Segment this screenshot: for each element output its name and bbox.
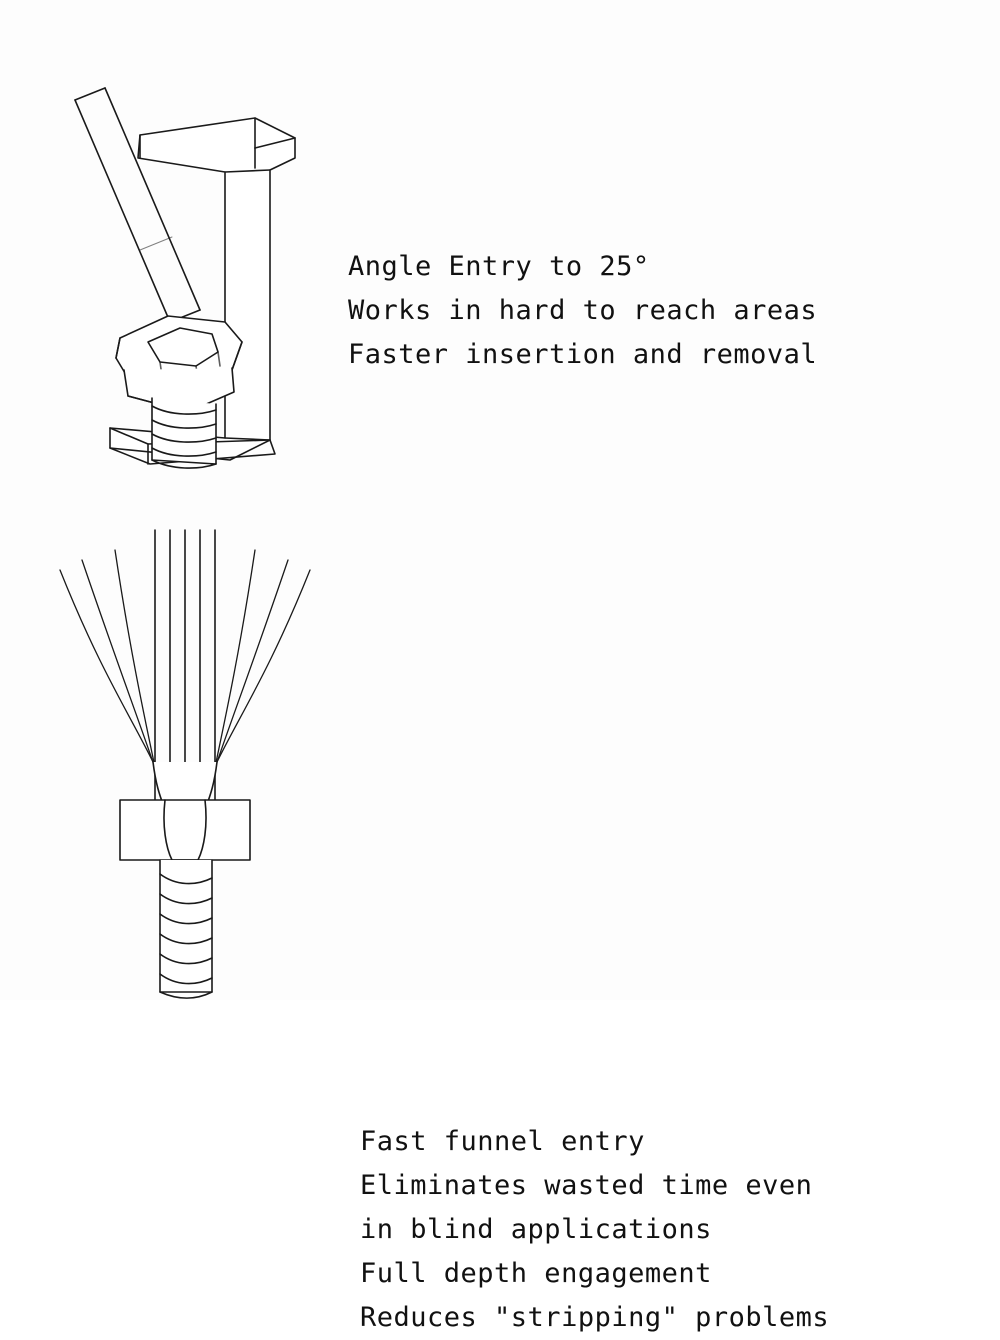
angle-entry-text-block <box>348 245 817 377</box>
funnel-entry-line-4: Full depth engagement <box>360 1258 712 1289</box>
angle-entry-line-3: Faster insertion and removal <box>348 339 818 370</box>
angle-entry-line-1: Angle Entry to 25° <box>348 251 650 282</box>
funnel-entry-line-3: in blind applications <box>360 1214 712 1245</box>
panel-funnel-entry <box>0 500 1000 1333</box>
hex-key-angled-into-socket-screw-diagram <box>20 40 350 480</box>
funnel-entry-line-1: Fast funnel entry <box>360 1126 645 1157</box>
angle-entry-line-2: Works in hard to reach areas <box>348 295 818 326</box>
funnel-entry-line-2: Eliminates wasted time even <box>360 1170 813 1201</box>
funnel-entry-socket-screw-diagram <box>20 500 350 1000</box>
funnel-entry-line-5: Reduces "stripping" problems <box>360 1302 830 1333</box>
funnel-entry-text-block <box>360 1120 829 1340</box>
panel-angle-entry <box>0 40 1000 480</box>
